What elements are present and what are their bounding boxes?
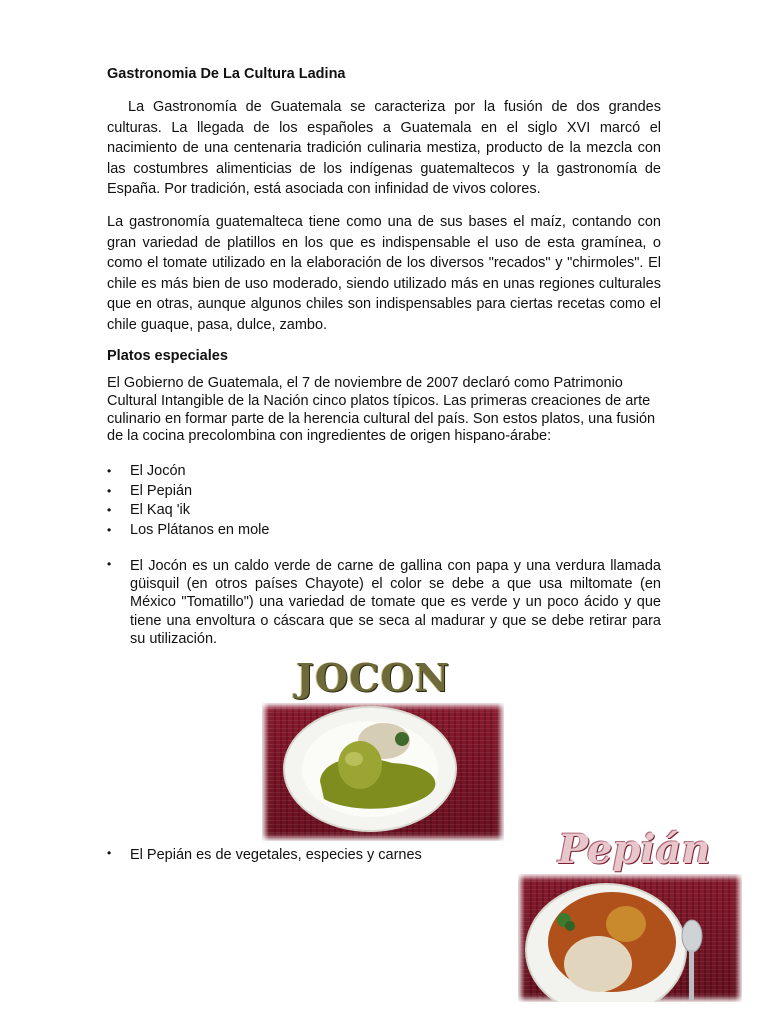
jocon-description (107, 557, 661, 648)
document-title: Gastronomia De La Cultura Ladina (107, 66, 346, 82)
list-item: • Los Plátanos en mole (107, 521, 269, 541)
bullet-icon: • (107, 846, 112, 860)
list-item: • El Kaq 'ik (107, 501, 269, 521)
pepian-bowl-illustration (518, 874, 742, 1002)
pepian-photo (518, 874, 742, 1002)
jocon-description-text: El Jocón es un caldo verde de carne de gallina con papa y una verdura llamada güisquil (en otros países Chayote) el color se debe a que usa miltomate (en México "Tomatillo") una variedad de tomate que es verde y un poco ácido y que tiene una envoltura o cáscara que se seca al madurar y que se debe retirar para su utilización. (130, 558, 661, 647)
pepian-image-label: Pepián (558, 826, 711, 873)
bullet-icon: • (107, 557, 112, 571)
intro-paragraph: La Gastronomía de Guatemala se caracteriza por la fusión de dos grandes culturas. La llegada de los españoles a Guatemala en el siglo XVI marcó el nacimiento de una centenaria tradición culinaria mestiza, producto de la mezcla con las costumbres alimenticias de los indígenas guatemaltecos y la gastronomía de España. Por tradición, está asociada con infinidad de vivos colores. (107, 99, 661, 198)
list-item: • El Pepián (107, 482, 269, 502)
jocon-image-label: JOCON (296, 655, 451, 700)
jocon-plate-illustration (262, 703, 504, 841)
dish-list (107, 462, 269, 540)
section-heading: Platos especiales (107, 348, 228, 364)
jocon-photo (262, 703, 504, 841)
maize-paragraph: La gastronomía guatemalteca tiene como una de sus bases el maíz, contando con gran variedad de platillos en los que es indispensable el uso de esta gramínea, o como el tomate utilizado en la elaboración de los diversos "recados" y "chirmoles". El chile es más bien de uso moderado, siendo utilizado más en unas regiones culturales que en otras, aunque algunos chiles son indispensables para ciertas recetas como el chile guaque, pasa, dulce, zambo. (107, 214, 661, 333)
pepian-description-text: El Pepián es de vegetales, especies y carnes (130, 847, 422, 863)
heritage-paragraph: El Gobierno de Guatemala, el 7 de noviembre de 2007 declaró como Patrimonio Cultural Intangible de la Nación cinco platos típicos. Las primeras creaciones de arte culinario en formar parte de la herencia cultural del país. Son estos platos, una fusión de la cocina precolombina con ingredientes de origen hispano-árabe: (107, 375, 656, 445)
list-item: • El Jocón (107, 462, 269, 482)
